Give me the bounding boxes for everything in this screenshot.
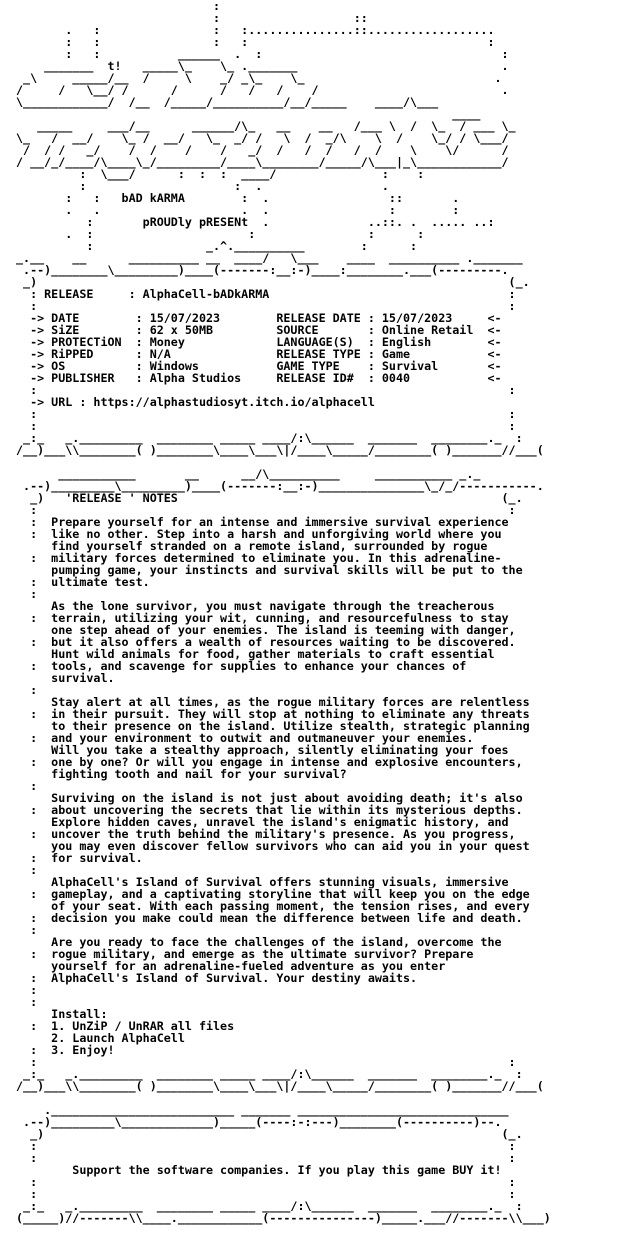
nfo-line: : ultimate test. [16, 575, 150, 589]
nfo-line: : terrain, utilizing your wit, cunning, and resourcefulness to stay [16, 611, 509, 625]
nfo-line: AlphaCell's Island of Survival offers stunning visuals, immersive [16, 875, 509, 889]
nfo-line: : uncover the truth behind the military's presence. As you progress, [16, 827, 516, 841]
nfo-line: yourself for an adrenaline-fueled adventure as you enter [16, 959, 446, 973]
nfo-line: of your seat. With each passing moment, the tension rises, and every [16, 899, 530, 913]
nfo-line: /__)___\\________( )________\____\___\|/____\_____/________( )_______//___( [16, 1079, 544, 1093]
nfo-line: _:_ _._________ ________ _____ ____/:\______ _______ ________._ : [16, 1199, 523, 1213]
nfo-line: -> URL : https://alphastudiosyt.itch.io/alphacell [16, 395, 375, 409]
nfo-line: -> OS : Windows GAME TYPE : Survival <- [16, 359, 502, 373]
nfo-line: find yourself stranded on a remote island, surrounded by rogue [16, 539, 488, 553]
nfo-line: : and your environment to outwit and outmaneuver your enemies. [16, 731, 474, 745]
nfo-line: ____ [16, 107, 481, 121]
nfo-line: -> SiZE : 62 x 50MB SOURCE : Online Retail <- [16, 323, 502, 337]
nfo-line: : but it also offers a wealth of resources waiting to be discovered. [16, 635, 516, 649]
nfo-line: fighting tooth and nail for your survival? [16, 767, 347, 781]
nfo-line: Explore hidden caves, unravel the island's enigmatic history, and [16, 815, 509, 829]
nfo-line: : [16, 995, 38, 1009]
nfo-line: . . . . : : [16, 203, 460, 217]
nfo-line: : : ______ . : : [16, 47, 509, 61]
nfo-line: : [16, 983, 38, 997]
nfo-line: : [16, 0, 221, 13]
nfo-line: : 3. Enjoy! [16, 1043, 115, 1057]
nfo-line: : : [16, 1055, 516, 1069]
nfo-line: / / / _/ / / / / _/ / / / / / \ \/ / [16, 143, 509, 157]
nfo-line: one step ahead of your enemies. The island is teeming with danger, [16, 623, 516, 637]
nfo-line: : _.^.__________ : : [16, 239, 418, 253]
nfo-line: : tools, and scavenge for supplies to enhance your chances of [16, 659, 467, 673]
nfo-line: _______ t! _____\_ \_ ._______ . [16, 59, 509, 73]
nfo-line: _) (_. [16, 275, 530, 289]
nfo-line: .--)_________\_____________)_____(----:-:---)________(----------)--. [16, 1115, 502, 1129]
nfo-line: : about uncovering the secrets that lie within its mysterious depths. [16, 803, 523, 817]
nfo-line: / __/_/____/\____\_/_________/____\________/_____/\___|_\____________/ [16, 155, 509, 169]
nfo-line: / / \__/ / / / / / / . [16, 83, 509, 97]
nfo-line: (_____)//-------\\____.____________(---------------)_____.___//-------\\___) [16, 1211, 551, 1225]
nfo-line: : RELEASE : AlphaCell-bADkARMA : [16, 287, 516, 301]
nfo-line: As the lone survivor, you must navigate through the treacherous [16, 599, 495, 613]
nfo-line: : : [16, 383, 516, 397]
nfo-line: Will you take a stealthy approach, silently eliminating your foes [16, 743, 509, 757]
nfo-line: : decision you make could mean the difference between life and death. [16, 911, 523, 925]
nfo-line: _.__ __ __________ __ ____/ \___ ____ __________ ._______ [16, 251, 523, 265]
nfo-line: pumping game, your instincts and survival skills will be put to the [16, 563, 523, 577]
nfo-line: ___________ __ __/\__________ ___________ _._ [16, 467, 481, 481]
nfo-line: : : [16, 419, 516, 433]
nfo-line: to their presence on the island. Utilize stealth, strategic planning [16, 719, 530, 733]
nfo-line: survival. [16, 671, 115, 685]
nfo-line: Support the software companies. If you play this game BUY it! [16, 1163, 502, 1177]
nfo-line: : military forces determined to eliminate you. In this adrenaline- [16, 551, 502, 565]
nfo-line: Stay alert at all times, as the rogue military forces are relentless [16, 695, 530, 709]
nfo-line: : rogue military, and emerge as the ultimate survivor? Prepare [16, 947, 474, 961]
nfo-line: 2. Launch AlphaCell [16, 1031, 185, 1045]
nfo-line: : : [16, 503, 516, 517]
nfo-line: Surviving on the island is not just about avoiding death; it's also [16, 791, 523, 805]
nfo-line: : : [16, 407, 516, 421]
nfo-line: : \___/ : : : ____/ : : [16, 167, 425, 181]
nfo-line: : [16, 683, 38, 697]
nfo-line: -> DATE : 15/07/2023 RELEASE DATE : 15/07/2023 <- [16, 311, 502, 325]
nfo-line: : [16, 863, 38, 877]
nfo-line: : : : : : [16, 35, 495, 49]
nfo-line: : : [16, 1175, 516, 1189]
nfo-line: : for survival. [16, 851, 143, 865]
nfo-line: Install: [16, 1007, 108, 1021]
nfo-line: .__________________________ _______ ______________________________ [16, 1103, 509, 1117]
nfo-line: : pROUDly pRESENt . ..::. . ..... ..: [16, 215, 495, 229]
nfo-line: \____________/ /__ /_____/__________/__/_____ ____/\___ [16, 95, 439, 109]
nfo-line: _) 'RELEASE ' NOTES (_. [16, 491, 523, 505]
nfo-line: : : [16, 299, 516, 313]
nfo-line: /__)___\\________( )________\____\___\|/____\_____/________( )_______//___( [16, 443, 544, 457]
nfo-line: -> RiPPED : N/A RELEASE TYPE : Game <- [16, 347, 502, 361]
nfo-line: : AlphaCell's Island of Survival. Your destiny awaits. [16, 971, 418, 985]
nfo-line: _____ ___/__ ______/\_ __ __ /___ \ / \_ / ___ \_ [16, 119, 516, 133]
nfo-line: : in their pursuit. They will stop at nothing to eliminate any threats [16, 707, 530, 721]
nfo-line: \_ / __/ \_ / __/ \_ _/ / \ / _/\ \ / \_/ / \___/ [16, 131, 509, 145]
nfo-line: Are you ready to face the challenges of the island, overcome the [16, 935, 502, 949]
nfo-line: : [16, 923, 38, 937]
nfo-line: : [16, 587, 38, 601]
nfo-line: : : [16, 1139, 516, 1153]
nfo-line: _) (_. [16, 1127, 523, 1141]
nfo-line: : : bAD kARMA : . :: . [16, 191, 460, 205]
nfo-line: : : [16, 1187, 516, 1201]
nfo-line: : gameplay, and a captivating storyline that will keep you on the edge [16, 887, 530, 901]
nfo-line: you may even discover fellow survivors who can aid you in your quest [16, 839, 530, 853]
nfo-line: _:_ _._________ ________ _____ ____/:\______ _______ ________._ : [16, 431, 523, 445]
nfo-line: : :: [16, 11, 368, 25]
nfo-line: Hunt wild animals for food, gather materials to craft essential [16, 647, 495, 661]
nfo-line: . : : :...............::.................. [16, 23, 495, 37]
nfo-line: : Prepare yourself for an intense and immersive survival experience [16, 515, 509, 529]
nfo-line: : one by one? Or will you engage in intense and explosive encounters, [16, 755, 523, 769]
nfo-line: .--)________\_________)____(-------:__:-)____:________.___(---------. [16, 263, 509, 277]
nfo-line: : : . . [16, 179, 389, 193]
nfo-line: _:_ _._________ ________ _____ ____/:\______ _______ ________._ : [16, 1067, 523, 1081]
nfo-line: . : : : : [16, 227, 425, 241]
nfo-line: : [16, 779, 38, 793]
nfo-line: : like no other. Step into a harsh and unforgiving world where you [16, 527, 502, 541]
nfo-line: : : [16, 1151, 516, 1165]
nfo-line: -> PUBLISHER : Alpha Studios RELEASE ID# : 0040 <- [16, 371, 502, 385]
nfo-line: _\ _____/__ / \ _/ _\_ \_ . [16, 71, 502, 85]
nfo-line: : 1. UnZiP / UnRAR all files [16, 1019, 235, 1033]
nfo-line: .--)_________\_________)____(-------:__:-)_______________\_/_/-----------. [16, 479, 544, 493]
nfo-line: -> PROTECTiON : Money LANGUAGE(S) : English <- [16, 335, 502, 349]
